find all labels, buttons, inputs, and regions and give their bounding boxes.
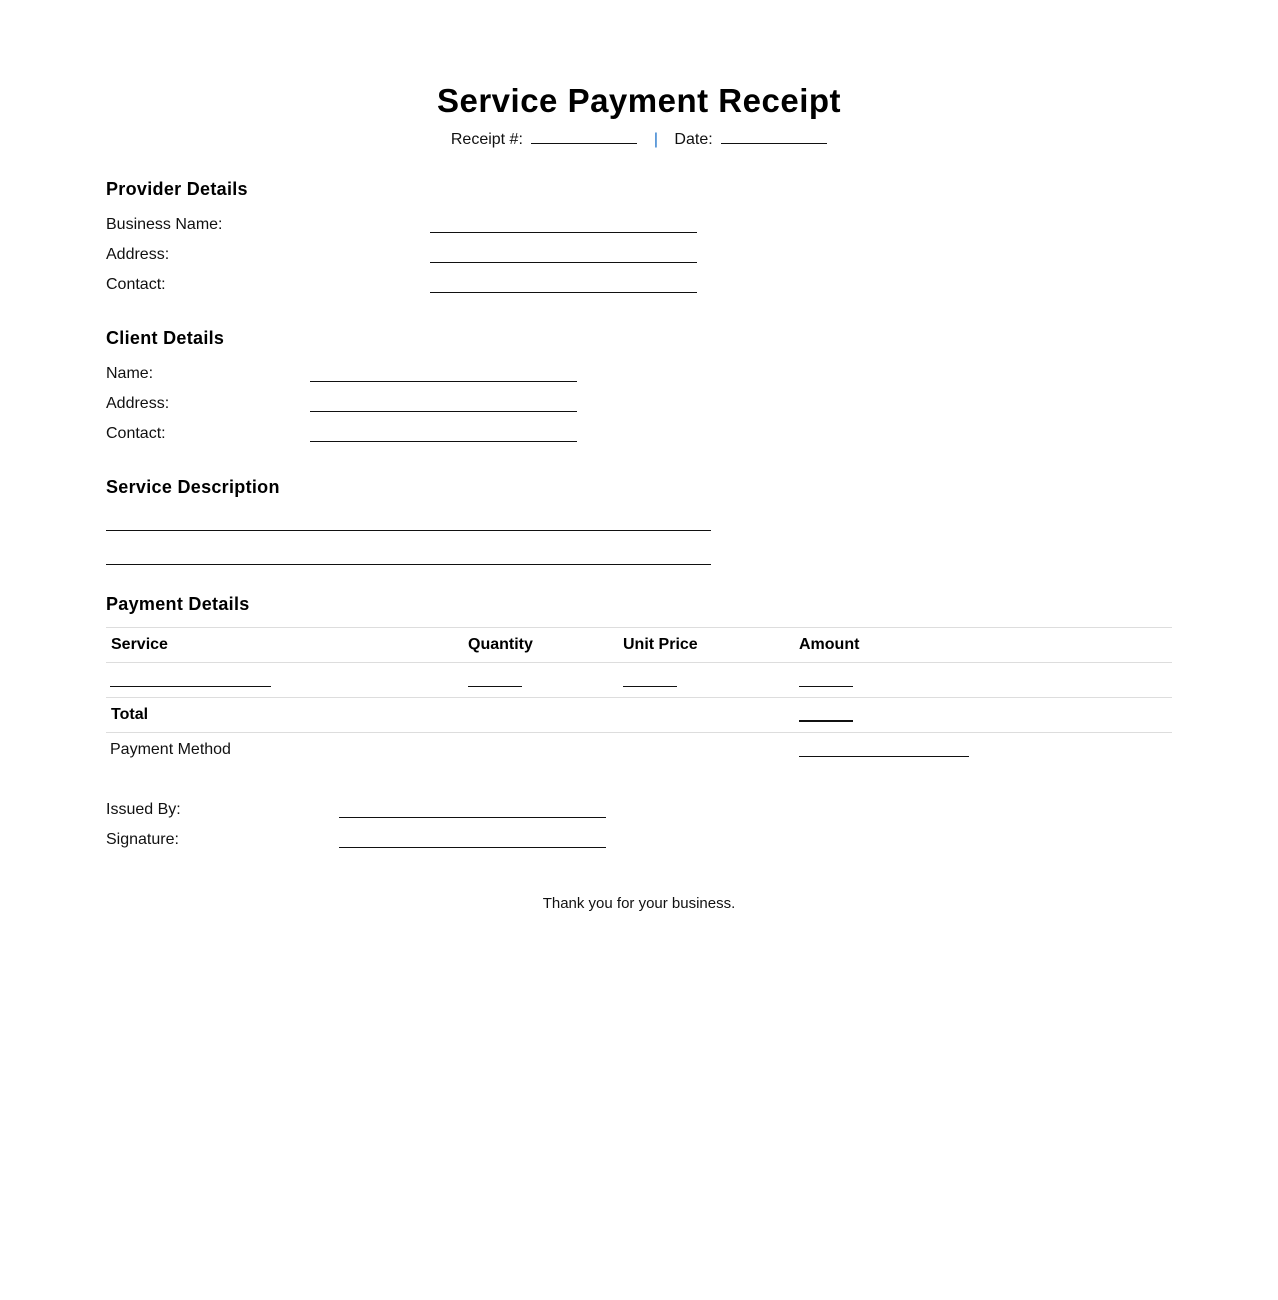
service-description-line-2[interactable] xyxy=(106,564,711,565)
issued-by-field[interactable] xyxy=(339,817,606,818)
provider-contact-field[interactable] xyxy=(430,292,697,293)
table-border xyxy=(106,627,1172,628)
service-field[interactable] xyxy=(110,686,271,687)
quantity-field[interactable] xyxy=(468,686,522,687)
total-label: Total xyxy=(111,706,149,723)
page-title: Service Payment Receipt xyxy=(436,82,842,119)
client-contact-label: Contact: xyxy=(106,425,166,442)
client-address-label: Address: xyxy=(106,395,170,412)
client-contact-field[interactable] xyxy=(310,441,577,442)
provider-address-field[interactable] xyxy=(430,262,697,263)
client-name-field[interactable] xyxy=(310,381,577,382)
table-border xyxy=(106,732,1172,733)
column-unit-price: Unit Price xyxy=(623,636,698,653)
provider-business-name-field[interactable] xyxy=(430,232,697,233)
service-description-line-1[interactable] xyxy=(106,530,711,531)
issued-by-label: Issued By: xyxy=(106,801,181,818)
separator: | xyxy=(653,131,658,148)
column-service: Service xyxy=(111,636,168,653)
service-description-heading: Service Description xyxy=(106,477,280,497)
total-field[interactable] xyxy=(799,720,853,722)
client-address-field[interactable] xyxy=(310,411,577,412)
provider-heading: Provider Details xyxy=(106,179,248,199)
payment-heading: Payment Details xyxy=(106,594,250,614)
table-border xyxy=(106,662,1172,663)
table-border xyxy=(106,697,1172,698)
provider-address-label: Address: xyxy=(106,246,170,263)
footer-thanks: Thank you for your business. xyxy=(542,895,736,912)
provider-business-name-label: Business Name: xyxy=(106,216,223,233)
payment-method-label: Payment Method xyxy=(110,741,231,758)
unit-price-field[interactable] xyxy=(623,686,677,687)
amount-field[interactable] xyxy=(799,686,853,687)
date-label: Date: xyxy=(674,131,713,148)
receipt-meta xyxy=(0,129,1278,149)
payment-method-field[interactable] xyxy=(799,756,969,757)
column-amount: Amount xyxy=(799,636,860,653)
receipt-number-label: Receipt #: xyxy=(450,131,523,148)
provider-contact-label: Contact: xyxy=(106,276,166,293)
signature-label: Signature: xyxy=(106,831,179,848)
receipt-number-field[interactable] xyxy=(531,129,637,144)
client-heading: Client Details xyxy=(106,328,225,348)
signature-field[interactable] xyxy=(339,847,606,848)
date-field[interactable] xyxy=(721,129,827,144)
client-name-label: Name: xyxy=(106,365,154,382)
column-quantity: Quantity xyxy=(468,636,533,653)
